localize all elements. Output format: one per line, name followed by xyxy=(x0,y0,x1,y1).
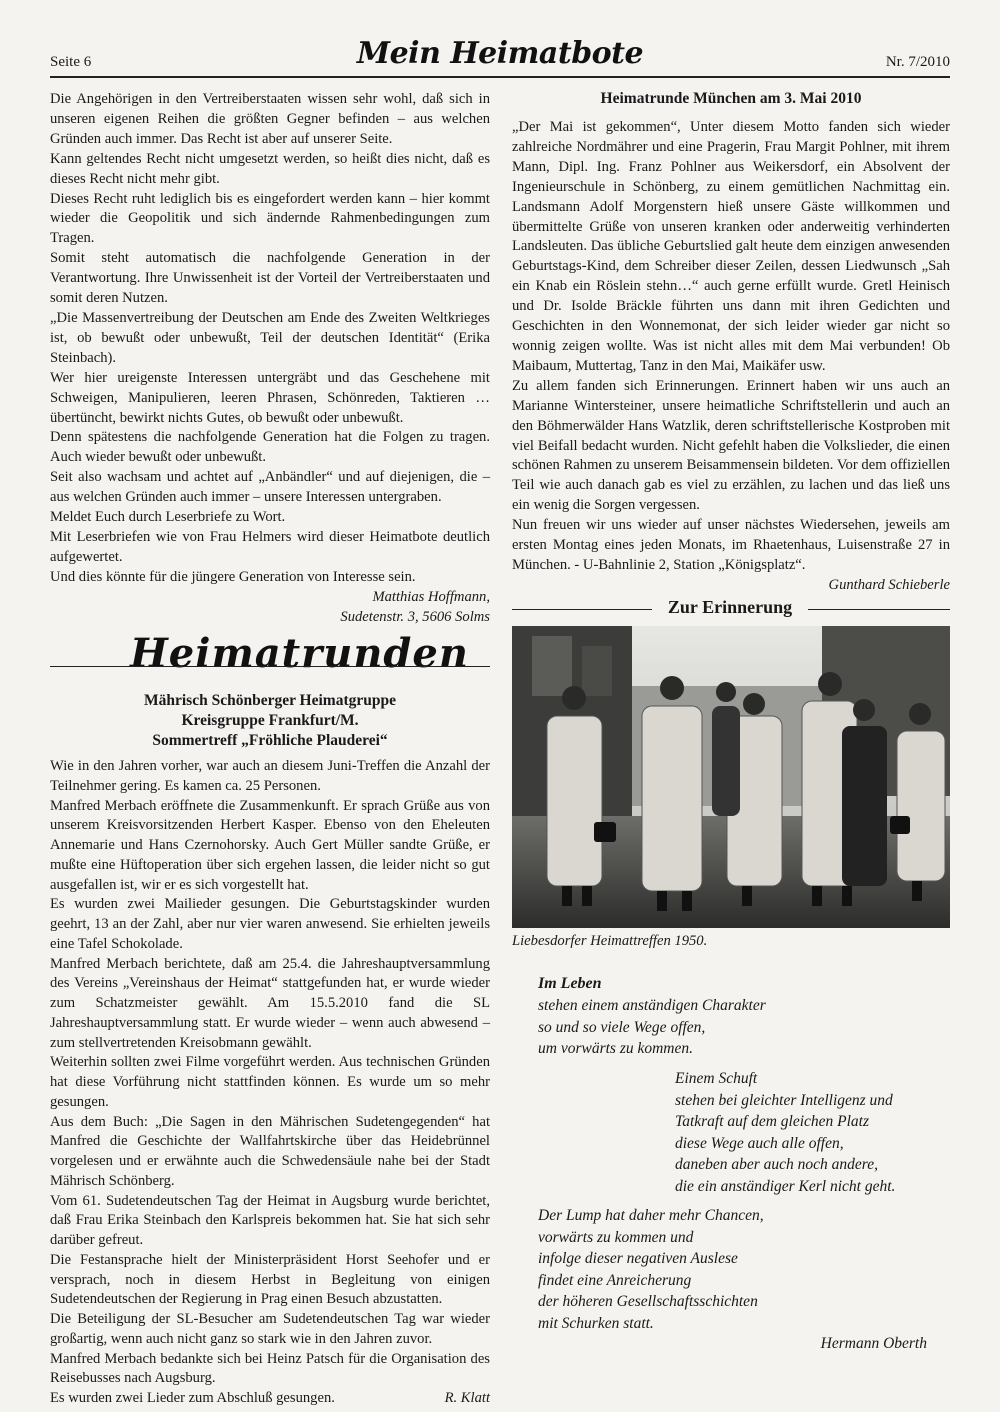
poem-line: stehen bei gleichter Intelligenz und xyxy=(675,1091,893,1109)
poem-line: daneben aber auch noch andere, xyxy=(675,1156,879,1173)
paragraph: Manfred Merbach eröffnete die Zusammenkunft. Er sprach Grüße aus von unserem Kreisvorsitzenden Herbert Kasper. Ebenso von den Eheleuten Annemarie und Hans Czernohorsky. Auch Gert Müller sandte Grüße, er mußte eine Hüftoperation über sich ergehen lassen, die leider nicht so gut ausgefallen ist, wir er es sich vorgestellt hat. xyxy=(50,797,490,893)
author-name: Gunthard Schieberle xyxy=(828,576,950,593)
poem-line: der höheren Gesellschaftsschichten xyxy=(538,1293,758,1310)
section-rule-left xyxy=(512,609,652,610)
poem-heading: Im Leben xyxy=(538,975,602,992)
poem-line: vorwärts zu kommen und xyxy=(538,1228,694,1246)
author-name: R. Klatt xyxy=(444,1390,490,1406)
paragraph: Denn spätestens die nachfolgende Generation hat die Folgen zu tragen. Auch wieder bewußt oder unbewußt. xyxy=(50,429,490,466)
paragraph: Manfred Merbach bedankte sich bei Heinz Patsch für die Organisation des Reisebusses nach Augsburg. xyxy=(50,1350,490,1387)
poem-line: mit Schurken statt. xyxy=(538,1314,654,1332)
paragraph: Die Beteiligung der SL-Besucher am Sudetendeutschen Tag war wieder großartig, wenn auch nicht ganz so stark wie in den Jahren zuvor. xyxy=(50,1311,490,1347)
paragraph: „Die Massenvertreibung der Deutschen am Ende des Zweiten Weltkrieges ist, ob bewußt oder unbewußt, Teil der deutschen Identität“ (Erika Steinbach). xyxy=(50,309,490,366)
paragraph: Manfred Merbach berichtete, daß am 25.4. die Jahreshauptversammlung des Vereins „Vereinshaus der Heimat“ stattgefunden hat, er wurde wieder zum Schatzmeister gewählt. Am 15.5.2010 fand die SL Jahreshauptversammlung statt. Er wurde wieder – wenn auch abwesend – zum stellvertretenden Kreisobmann gewählt. xyxy=(50,955,490,1051)
poem-line: um vorwärts zu kommen. xyxy=(538,1040,693,1057)
poem-author: Hermann Oberth xyxy=(820,1335,927,1352)
poem-line: stehen einem anständigen Charakter xyxy=(538,997,766,1014)
poem-line: Einem Schuft xyxy=(675,1070,758,1087)
poem-stanza-3 xyxy=(538,1205,764,1334)
masthead-logo: Mein Heimatbote xyxy=(356,36,644,71)
author-name: Matthias Hoffmann, xyxy=(372,588,490,605)
poem-line: Tatkraft auf dem gleichen Platz xyxy=(675,1113,870,1130)
page-number: Seite 6 xyxy=(50,54,92,70)
paragraph: Es wurden zwei Lieder zum Abschluß gesungen. xyxy=(50,1390,335,1406)
left-article xyxy=(50,90,490,627)
group-photo xyxy=(512,626,950,928)
banner-rule xyxy=(50,666,490,667)
paragraph: Somit steht automatisch die nachfolgende Generation in der Verantwortung. Ihre Unwissenheit ist der Vorteil der Vertreiberstaaten und somit deren Nutzen. xyxy=(50,250,490,307)
paragraph: Wer hier ureigenste Interessen untergräbt und das Geschehene mit Schweigen, Manipulieren, leeren Phrasen, Schönreden, Taktieren … übertüncht, bewirkt nichts Gutes, ob bewußt oder unbewußt. xyxy=(50,369,490,426)
paragraph: Seit also wachsam und achtet auf „Anbändler“ und auf diejenigen, die – aus welchen Gründen auch immer – unsere Interessen untergraben. xyxy=(50,469,490,506)
paragraph: Nun freuen wir uns wieder auf unser nächstes Wiedersehen, jeweils am ersten Montag eines jeden Monats, im Rhaetenhaus, Luisenstraße 27 in München. - U-Bahnlinie 2, Station „Königsplatz“. xyxy=(512,517,950,573)
article-title: Heimatrunde München am 3. Mai 2010 xyxy=(600,90,862,107)
issue-number: Nr. 7/2010 xyxy=(885,54,950,70)
paragraph: Und dies könnte für die jüngere Generation von Interesse sein. xyxy=(50,568,416,585)
paragraph: Wie in den Jahren vorher, war auch an diesem Juni-Treffen die Anzahl der Teilnehmer gering. Es kamen ca. 25 Personen. xyxy=(50,758,490,794)
poem-line: infolge dieser negativen Auslese xyxy=(538,1250,738,1267)
poem-stanza-2 xyxy=(675,1068,895,1197)
paragraph: Die Angehörigen in den Vertreiberstaaten wissen sehr wohl, daß sich in unseren eigenen Reihen die größten Gegner befinden – aus welchen Gründen auch immer. Das Recht ist aber auf unserer Seite. xyxy=(50,91,490,147)
heading-line: Sommertreff „Fröhliche Plauderei“ xyxy=(152,732,388,749)
poem-line: Der Lump hat daher mehr Chancen, xyxy=(538,1207,764,1224)
header-rule xyxy=(50,76,950,78)
paragraph: Aus dem Buch: „Die Sagen in den Mährischen Sudetengegenden“ hat Manfred die Geschichte der Wallfahrtskirche über das Heidebrünnel vorgelesen und er erwähnte auch die Schwedensäule nahe bei der Stadt Mährisch Schönberg. xyxy=(50,1113,490,1189)
paragraph: Es wurden zwei Mailieder gesungen. Die Geburtstagskinder wurden geehrt, 13 an der Zahl, aber nur vier waren anwesend. Sie erhielten jeweils eine Tafel Schokolade. xyxy=(50,896,490,952)
section-banner-title: Heimatrunden xyxy=(130,630,469,677)
photo-caption: Liebesdorfer Heimattreffen 1950. xyxy=(512,933,708,949)
paragraph: Meldet Euch durch Leserbriefe zu Wort. xyxy=(50,509,286,526)
section-rule-right xyxy=(808,609,950,610)
poem-line: findet eine Anreicherung xyxy=(538,1271,692,1289)
paragraph: Kann geltendes Recht nicht umgesetzt werden, so heißt dies nicht, daß es dieses Recht nicht mehr gibt. xyxy=(50,150,490,187)
heading-line: Mährisch Schönberger Heimatgruppe xyxy=(143,692,396,709)
heimatrunden-article xyxy=(50,757,490,1409)
paragraph: Zu allem fanden sich Erinnerungen. Erinnert haben wir uns auch an Marianne Wintersteiner, unsere heimatliche Schriftstellerin und auch an den Böhmerwälder Hans Watzlik, deren schriftstellerische Kostproben mit viel Beifall bedacht wurden. Nicht gefehlt haben die Volkslieder, die einen schönen Rahmen zu unserem Beisammensein bildeten. Vor dem offiziellen Teil wie auch danach gab es viel zu erzählen, zu lachen und das ließ uns ein wenig die Sorgen vergessen. xyxy=(512,377,950,514)
poem-line: diese Wege auch alle offen, xyxy=(675,1134,844,1152)
muenchen-article xyxy=(512,118,950,596)
paragraph: „Der Mai ist gekommen“, Unter diesem Motto fanden sich wieder zahlreiche Nordmährer und eine Pragerin, Frau Margit Pohlner, mit ihrem Mann, Dipl. Ing. Franz Pohlner aus Weikersdorf, ein Absolvent der Ingenieurschule in Schönberg, zu einem gemütlichen Nachmittag ein. Landsmann Adolf Morgenstern hieß unsere Gäste willkommen und übermittelte Grüße von unseren kranken oder anderweitig verhinderten Landsleuten. Das übliche Geburtslied galt heute dem einzigen anwesenden Geburtstags-Kind, dem Schreiber dieser Zeilen, dessen Liedwunsch „Sah ein Knab ein Röslein stehn…“ auch gerne erfüllt wurde. Gretl Heinisch und Dr. Isolde Bräckle führten uns dann mit ihren Gedichten und Geschichten in den Wonnemonat, der sich leider wieder gar nicht so wonnig zeigen wollte. Was ist nicht alles mit dem Mai verbunden! Ob Maibaum, Muttertag, Tanz in den Mai, Maikäfer usw. xyxy=(512,119,950,374)
paragraph: Mit Leserbriefen wie von Frau Helmers wird dieser Heimatbote deutlich aufgewertet. xyxy=(50,528,490,565)
paragraph: Die Festansprache hielt der Ministerpräsident Horst Seehofer und er versprach, noch in diesem Herbst in Begleitung von einigen Sudetendeutschen der Regierung in Prag einen Besuch abzustatten. xyxy=(50,1251,490,1308)
paragraph: Vom 61. Sudetendeutschen Tag der Heimat in Augsburg wurde berichtet, daß Frau Erika Steinbach den Karlspreis bekommen hat. Sie hat sich sehr darüber gefreut. xyxy=(50,1192,490,1248)
heading-line: Kreisgruppe Frankfurt/M. xyxy=(181,712,359,729)
paragraph: Weiterhin sollten zwei Filme vorgeführt werden. Aus technischen Gründen hat diese Vorführung nicht stattfinden können. Es wurde um so mehr gesungen. xyxy=(50,1054,490,1110)
heimatrunden-heading xyxy=(50,691,490,751)
closing-line xyxy=(50,1389,490,1409)
photo-illustration xyxy=(512,626,950,928)
author-address: Sudetenstr. 3, 5606 Solms xyxy=(340,608,490,625)
poem-line: die ein anständiger Kerl nicht geht. xyxy=(675,1177,896,1195)
poem-line: so und so viele Wege offen, xyxy=(538,1018,706,1036)
section-title: Zur Erinnerung xyxy=(667,597,793,617)
paragraph: Dieses Recht ruht lediglich bis es eingefordert werden kann – hier kommt wieder die Geopolitik und sich ändernde Rahmenbedingungen zum Tragen. xyxy=(50,190,490,247)
poem-stanza-1 xyxy=(538,995,766,1060)
